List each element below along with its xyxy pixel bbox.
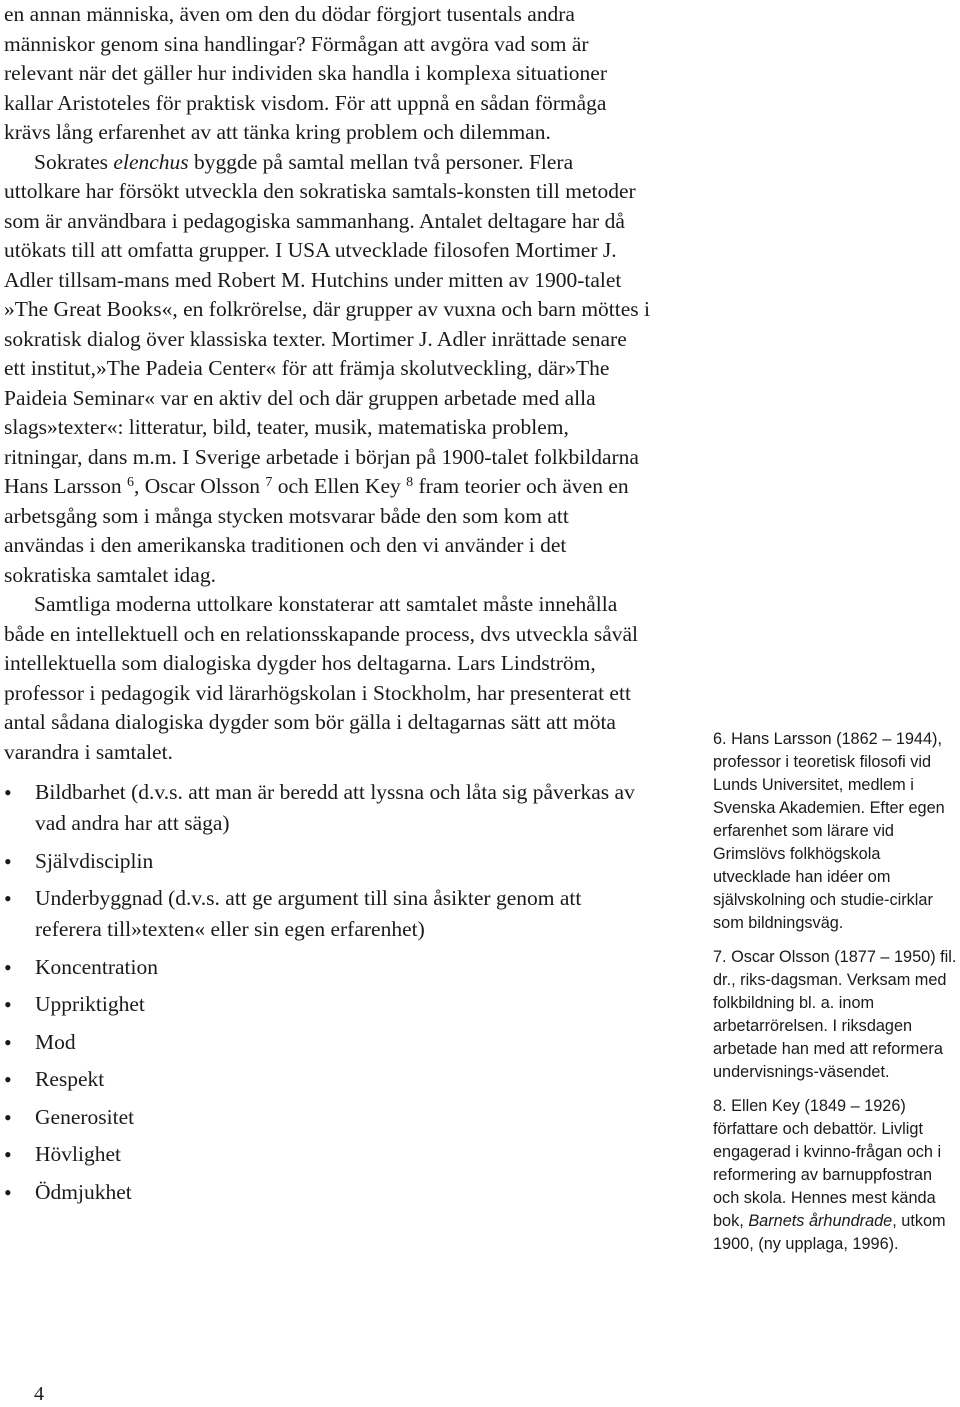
sokrates-text-c: , Oscar Olsson <box>134 474 261 498</box>
page-number: 4 <box>34 1383 44 1405</box>
main-text-column <box>4 0 650 1214</box>
list-item: • Hövlighet <box>4 1139 650 1170</box>
list-item: • Mod <box>4 1027 650 1058</box>
sidenotes-column <box>713 728 958 1267</box>
footnote-8 <box>713 1095 958 1256</box>
paragraph-sokrates <box>4 148 650 591</box>
sokrates-text-e: fram teorier och även en arbetsgång som i många stycken motsvarar både den som kom att användas i den amerikanska traditionen och den vi använder i det sokratiska samtalet idag. <box>4 474 629 587</box>
list-item: • Generositet <box>4 1102 650 1133</box>
paragraph-dygder: Samtliga moderna uttolkare konstaterar att samtalet måste innehålla både en intellektuell och en relationsskapande process, dvs utveckla såväl intellektuella som dialogiska dygder hos deltagarna. Lars Lindström, professor i pedagogik vid lärarhögskolan i Stockholm, har presenterat ett antal sådana dialogiska dygder som bör gälla i deltagarnas sätt att möta varandra i samtalet. <box>4 592 639 764</box>
list-item: • Självdisciplin <box>4 846 650 877</box>
footnote-7: 7. Oscar Olsson (1877 – 1950) fil. dr., riks-dagsman. Verksam med folkbildning bl. a. inom arbetarrörelsen. I riksdagen arbetade han med att reformera undervisnings-väsendet. <box>713 948 957 1081</box>
footnote-8-text-a: 8. Ellen Key (1849 – 1926) författare och debattör. Livligt engagerad i kvinno-frågan och i reformering av barnuppfostran och skola. Hennes mest kända bok, <box>713 1097 942 1230</box>
elenchus-term: elenchus <box>113 149 189 174</box>
list-item: • Underbyggnad (d.v.s. att ge argument till sina åsikter genom att referera till»texten« eller sin egen erfarenhet) <box>4 883 650 945</box>
list-item: • Bildbarhet (d.v.s. att man är beredd att lyssna och låta sig påverkas av vad andra har att säga) <box>4 777 650 839</box>
list-item: • Uppriktighet <box>4 989 650 1020</box>
footnote-ref-8: 8 <box>406 475 414 490</box>
sokrates-text-a: Sokrates <box>34 149 114 174</box>
sokrates-text-d: och Ellen Key <box>272 474 401 498</box>
virtues-list <box>4 777 650 1208</box>
footnote-ref-6: 6 <box>127 475 135 490</box>
footnote-8-text-b: , utkom 1900, (ny upplaga, 1996). <box>713 1212 946 1253</box>
list-item: • Respekt <box>4 1064 650 1095</box>
footnote-ref-7: 7 <box>265 475 273 490</box>
book-title: Barnets århundrade <box>748 1212 893 1230</box>
list-item: • Ödmjukhet <box>4 1177 650 1208</box>
sokrates-text-b: byggde på samtal mellan två personer. Flera uttolkare har försökt utveckla den sokratiska samtals-konsten till metoder som är användbara i pedagogiska sammanhang. Antalet deltagare har då utökats till att omfatta grupper. I USA utvecklade filosofen Mortimer J. Adler tillsam-mans med Robert M. Hutchins under mitten av 1900-talet »The Great Books«, en folkrörelse, där grupper av vuxna och barn möttes i sokratisk dialog över klassiska texter. Mortimer J. Adler inrättade senare ett institut,»The Padeia Center« för att främja skolutveckling, där»The Paideia Seminar« var en aktiv del och där gruppen arbetade med alla slags»texter«: litteratur, bild, teater, musik, matematiska problem, ritningar, dans m.m. I Sverige arbetade i början på 1900-talet folkbildarna Hans Larsson <box>4 149 650 498</box>
list-item: • Koncentration <box>4 952 650 983</box>
footnote-6: 6. Hans Larsson (1862 – 1944), professor i teoretisk filosofi vid Lunds Universitet, medlem i Svenska Akademien. Efter egen erfarenhet som lärare vid Grimslövs folkhögskola utvecklade han idéer om självskolning och studie-cirklar som bildningsväg. <box>713 730 945 932</box>
paragraph-aristoteles: en annan människa, även om den du dödar förgjort tusentals andra människor genom sina handlingar? Förmågan att avgöra vad som är relevant när det gäller hur individen ska handla i komplexa situationer kallar Aristoteles för praktisk visdom. För att uppnå en sådan förmåga krävs lång erfarenhet av att tänka kring problem och dilemman. <box>4 2 607 144</box>
